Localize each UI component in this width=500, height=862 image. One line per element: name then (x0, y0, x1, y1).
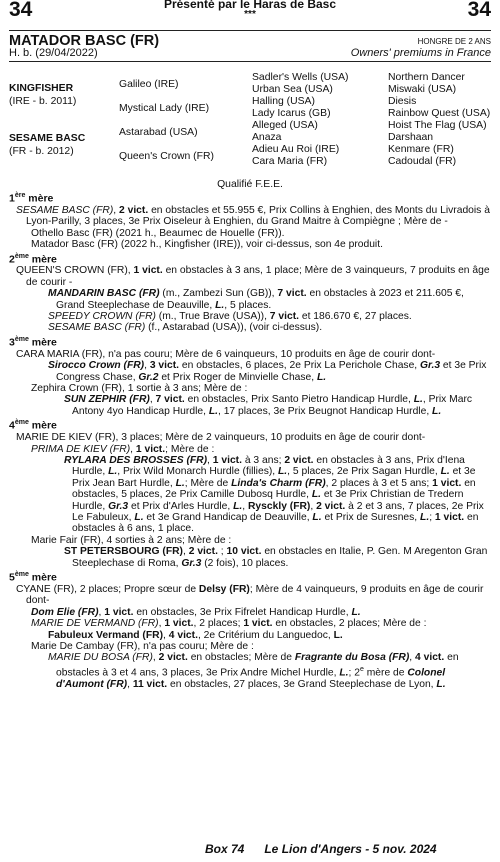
section-4eme-mere: 4ème mère (9, 419, 57, 432)
gen3-2: Urban Sea (USA) (252, 84, 333, 95)
gen4-1: Northern Dancer (388, 72, 465, 83)
produce-marie-fair: Marie Fair (FR), 4 sorties à 2 ans; Mère de : (31, 534, 232, 546)
qualifie-fee: Qualifié F.E.E. (217, 179, 283, 190)
produce-rylara: RYLARA DES BROSSES (FR), 1 vict. à 3 ans; 2 vict. en obstacles à 3 ans, Prix d'Iena Hurdle, L., Prix Wild Monarch Hurdle (fillies), L., 5 places, 2e Prix Sagan Hurdle, L. et 3e Prix Jean Bart Hurdle, L.; Mère de Linda's Charm (FR), 2 places à 3 et 5 ans; 1 vict. en obstacles, 5 places, 2e Prix Camille Dubosq Hurdle, L. et 3e Prix Christian de Tredern Hurdle, Gr.3 et Prix d'Arles Hurdle, L., Rysckly (FR), 2 vict. à 2 et 3 ans, 7 places, 2e Prix Le Fabuleux, L. et 3e Grand Handicap de Deauville, L. et Prix de Suresnes, L.; 1 vict. en obstacles à 6 ans, 1 place. (64, 454, 484, 535)
gen2-sire-sire: Galileo (IRE) (119, 79, 179, 90)
gen4-3: Diesis (388, 96, 417, 107)
produce-record (9, 190, 491, 690)
gen3-8: Cara Maria (FR) (252, 156, 328, 167)
gen3-3: Halling (USA) (252, 96, 315, 107)
dam-info: (FR - b. 2012) (9, 146, 74, 157)
top-rule (9, 30, 491, 31)
section-2eme-mere: 2ème mère (9, 252, 57, 266)
lot-number-left: 34 (9, 0, 33, 21)
produce-sirocco: Sirocco Crown (FR), 3 vict. en obstacles, 6 places, 2e Prix La Perichole Chase, Gr.3 et 3e Prix Congress Chase, Gr.2 et Prix Roger de Minvielle Chase, L. (48, 360, 487, 383)
dam-name: SESAME BASC (9, 133, 86, 144)
sire-info: (IRE - b. 2011) (9, 96, 77, 107)
gen3-6: Anaza (252, 132, 282, 143)
produce-matador: Matador Basc (FR) (2022 h., Kingfisher (IRE)), voir ci-dessus, son 4e produit. (31, 239, 383, 251)
produce-mandarin: MANDARIN BASC (FR) (m., Zambezi Sun (GB)), 7 vict. en obstacles à 2023 et 211.605 €, Grand Steeplechase de Deauville, L., 5 places. (48, 288, 464, 311)
gen2-dam-sire: Astarabad (USA) (119, 127, 198, 138)
footer: Box 74 Le Lion d'Angers - 5 nov. 2024 (205, 842, 437, 856)
gen2-sire-dam: Mystical Lady (IRE) (119, 103, 210, 114)
produce-dom-elie: Dom Elie (FR), 1 vict. en obstacles, 3e Prix Fifrelet Handicap Hurdle, L. (31, 606, 361, 618)
produce-prima: PRIMA DE KIEV (FR), 1 vict.; Mère de : (31, 443, 215, 455)
name-rule (9, 61, 491, 62)
second-dam-record: QUEEN'S CROWN (FR), 1 vict. en obstacles à 3 ans, 1 place; Mère de 3 vainqueurs, 7 produits en âge de courir - (16, 265, 490, 288)
section-3eme-mere: 3ème mère (9, 335, 57, 349)
sex-age: HONGRE DE 2 ANS (417, 37, 491, 46)
produce-marie-bosa: MARIE DU BOSA (FR), 2 vict. en obstacles; Mère de Fragrante du Bosa (FR), 4 vict. en obstacles à 3 et 4 ans, 3 places, 3e Prix Andre Michel Hurdle, L.; 2e mère de Colonel d'Aumont (FR), 11 vict. en obstacles, 27 places, 3e Grand Steeplechase de Lyon, L. (48, 652, 459, 690)
produce-zephira: Zephira Crown (FR), 1 sortie à 3 ans; Mère de : (31, 383, 248, 394)
produce-marie-vermand: MARIE DE VERMAND (FR), 1 vict., 2 places; 1 vict. en obstacles, 2 places; Mère de : (31, 618, 427, 630)
lot-number-right: 34 (467, 0, 491, 21)
gen3-7: Adieu Au Roi (IRE) (252, 144, 340, 155)
produce-marie-cambay: Marie De Cambay (FR), n'a pas couru; Mère de : (31, 640, 254, 652)
produce-speedy: SPEEDY CROWN (FR) (m., True Brave (USA)), 7 vict. et 186.670 €, 27 places. (48, 311, 412, 323)
owners-note: Owners' premiums in France (350, 47, 491, 59)
section-1ere-mere: 1ère mère (9, 192, 54, 205)
produce-st-petersbourg: ST PETERSBOURG (FR), 2 vict. ; 10 vict. en obstacles en Italie, P. Gen. M Aregenton Gran Steeplechase di Roma, Gr.3 (2 fois), 10 places. (64, 546, 488, 569)
gen4-5: Hoist The Flag (USA) (388, 120, 487, 131)
sire-name: KINGFISHER (9, 83, 74, 94)
gen4-4: Rainbow Quest (USA) (388, 108, 491, 119)
gen4-7: Kenmare (FR) (388, 144, 454, 155)
gen2-dam-dam: Queen's Crown (FR) (119, 151, 214, 162)
horse-info: H. b. (29/04/2022) (9, 47, 98, 59)
fifth-dam-record: CYANE (FR), 2 places; Propre sœur de Delsy (FR); Mère de 4 vainqueurs, 9 produits en âge de courir dont- (16, 583, 484, 607)
dam-record: SESAME BASC (FR), 2 vict. en obstacles et 55.955 €, Prix Collins à Enghien, des Monts du Livradois à Lyon-Parilly, 3 places, 3e Prix Oiseleur à Enghien, du Grand Maitre à Compiègne ; Mère de - (16, 204, 490, 228)
produce-othello: Othello Basc (FR) (2021 h., Beaumec de Houelle (FR)). (31, 227, 285, 239)
horse-name: MATADOR BASC (FR) (9, 33, 160, 49)
third-dam-record: CARA MARIA (FR), n'a pas couru; Mère de 6 vainqueurs, 10 produits en âge de courir dont- (16, 348, 436, 360)
stars: *** (244, 9, 256, 20)
gen4-8: Cadoudal (FR) (388, 156, 457, 167)
gen4-6: Darshaan (388, 132, 434, 143)
fourth-dam-record: MARIE DE KIEV (FR), 3 places; Mère de 2 vainqueurs, 10 produits en âge de courir dont- (16, 432, 426, 444)
produce-fabuleux: Fabuleux Vermand (FR), 4 vict., 2e Critérium du Languedoc, L. (48, 629, 343, 641)
presented-by: Présenté par le Haras de Basc (163, 0, 337, 11)
produce-sun-zephir: SUN ZEPHIR (FR), 7 vict. en obstacles, Prix Santo Pietro Handicap Hurdle, L., Prix Marc Antony 4yo Handicap Hurdle, L., 17 places, 3e Prix Beugnot Handicap Hurdle, L. (64, 394, 473, 417)
gen3-4: Lady Icarus (GB) (252, 108, 331, 119)
produce-sesame: SESAME BASC (FR) (f., Astarabad (USA)), (voir ci-dessus). (48, 322, 323, 334)
gen3-5: Alleged (USA) (252, 120, 318, 131)
gen4-2: Miswaki (USA) (388, 84, 457, 95)
gen3-1: Sadler's Wells (USA) (252, 72, 349, 83)
section-5eme-mere: 5ème mère (9, 571, 57, 584)
